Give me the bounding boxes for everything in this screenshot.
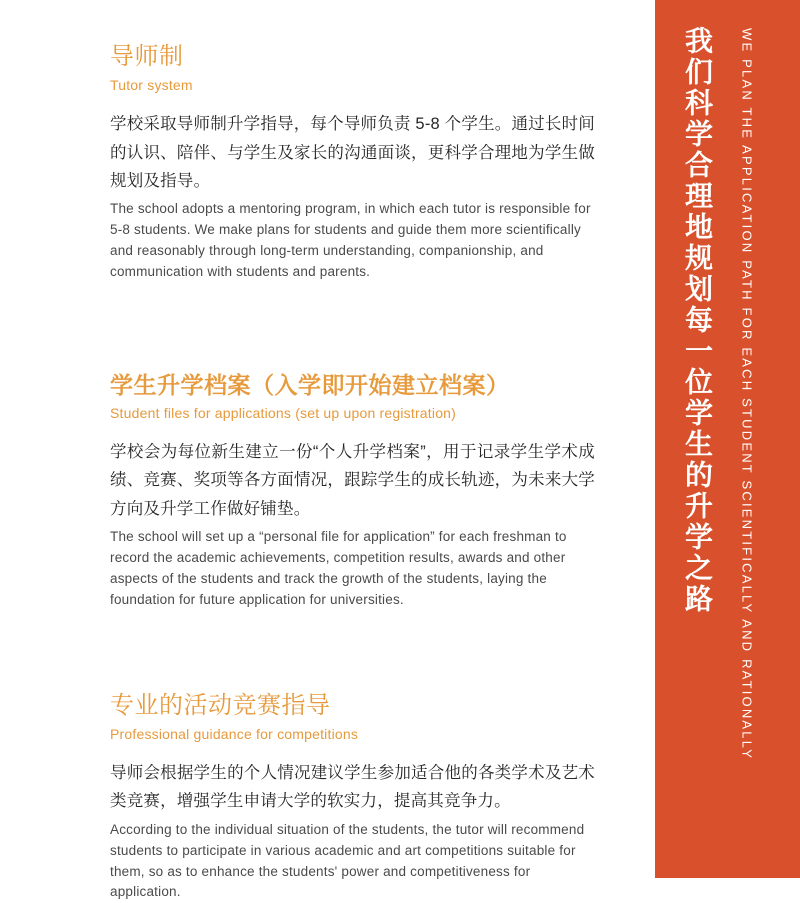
section-title-en: Professional guidance for competitions bbox=[110, 725, 359, 742]
section-title-cn: 导师制 bbox=[110, 43, 184, 70]
section-title-cn: 学生升学档案（入学即开始建立档案） bbox=[110, 372, 510, 398]
section-competition-guidance bbox=[110, 691, 595, 903]
section-body-cn: 导师会根据学生的个人情况建议学生参加适合他的各类学术及艺术类竞赛，增强学生申请大学的软实力，提高其竞争力。 bbox=[110, 763, 595, 811]
section-tutor-system bbox=[110, 42, 595, 283]
section-body-en: The school adopts a mentoring program, in which each tutor is responsible for 5-8 students. We make plans for students and guide them more scientifically and reasonably through long-term understanding, companionship, and communication with students and parents. bbox=[110, 201, 591, 280]
sidebar-inner bbox=[655, 0, 800, 878]
section-body-en: The school will set up a “personal file for application” for each freshman to record the academic achievements, competition results, awards and other aspects of the students and track the growth of the students, laying the foundation for future application for universities. bbox=[110, 529, 567, 607]
section-title-en: Student files for applications (set up upon registration) bbox=[110, 404, 457, 421]
section-body-cn: 学校会为每位新生建立一份“个人升学档案”，用于记录学生学术成绩、竞赛、奖项等各方面情况，跟踪学生的成长轨迹，为未来大学方向及升学工作做好铺垫。 bbox=[110, 442, 595, 518]
section-title-cn: 专业的活动竞赛指导 bbox=[110, 691, 331, 719]
section-body-cn: 学校采取导师制升学指导，每个导师负责 5-8 个学生。通过长时间的认识、陪伴、与学生及家长的沟通面谈，更科学合理地为学生做规划及指导。 bbox=[110, 115, 595, 190]
section-student-files bbox=[110, 371, 595, 611]
section-body-en: According to the individual situation of the students, the tutor will recommend students to participate in various academic and art competitions suitable for them, so as to enhance the students' power and competitiveness for application. bbox=[110, 821, 585, 900]
sidebar-banner bbox=[655, 0, 800, 878]
sidebar-headline-cn: 我们科学合理地规划每一位学生的升学之路 bbox=[681, 26, 715, 615]
section-title-en: Tutor system bbox=[110, 77, 193, 93]
sidebar-headline-en: WE PLAN THE APPLICATION PATH FOR EACH STUDENT SCIENTIFICALLY AND RATIONALLY bbox=[739, 28, 755, 761]
